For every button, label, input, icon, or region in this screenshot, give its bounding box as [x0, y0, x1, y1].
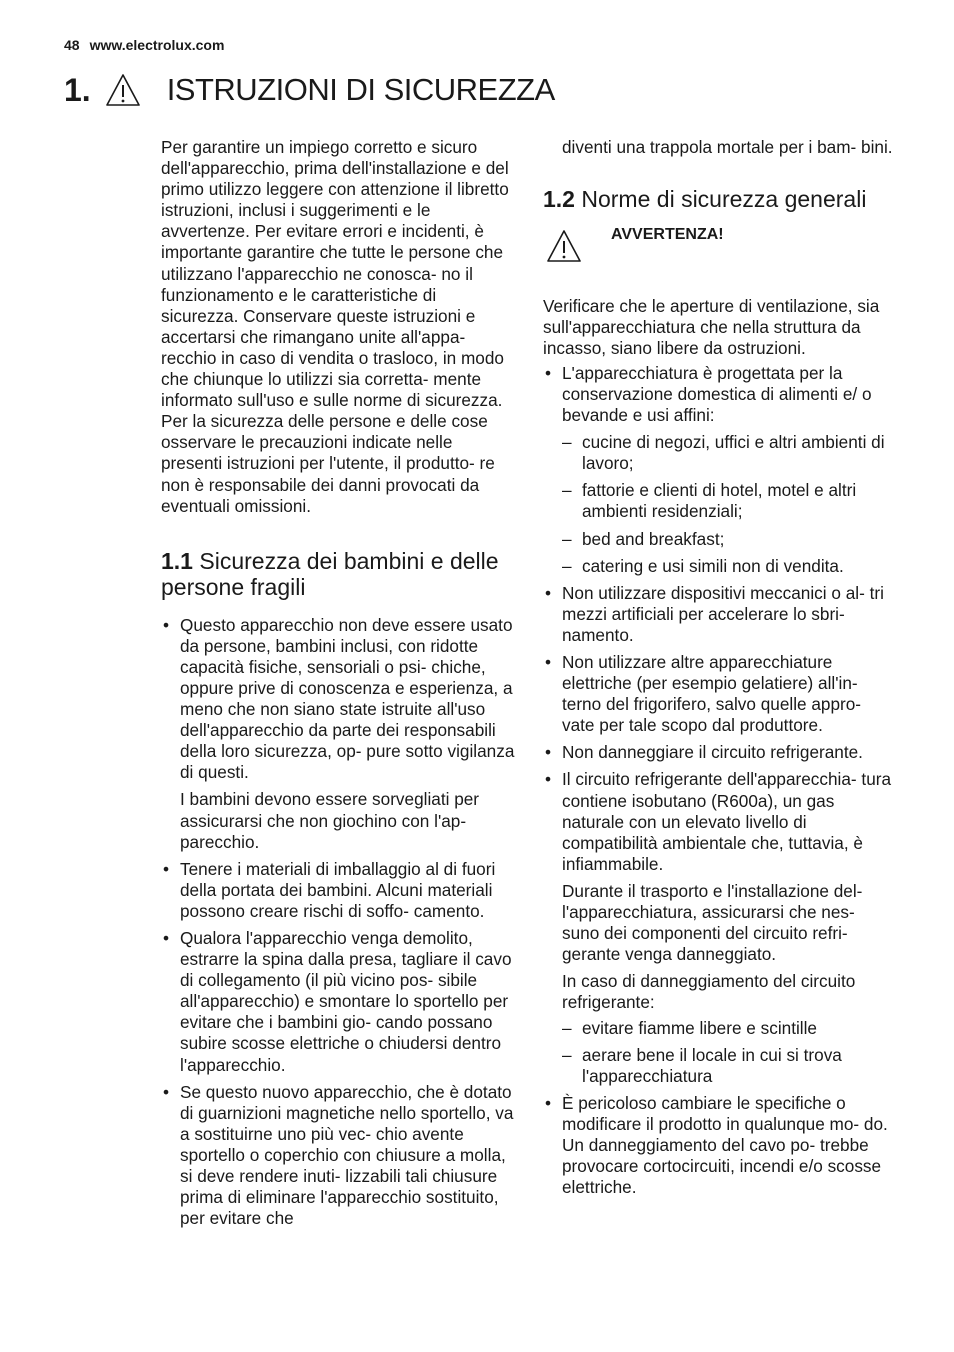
list-item [543, 1093, 895, 1198]
list-item-text: • È pericoloso cambiare le specifiche o modificare il prodotto in qualunque mo- do. Un danneggiamento del cavo po- trebbe provocare cortocircuiti, incendi e/o scosse elettriche. [562, 1092, 888, 1198]
list-item-text: • Tenere i materiali di imballaggio al di fuori della portata dei bambini. Alcuni materiali possono creare rischi di soffo- camento. [180, 858, 496, 921]
sub-list [562, 1018, 895, 1087]
list-item-text: • Non danneggiare il circuito refrigerante. [562, 742, 863, 763]
warning-box [543, 227, 895, 263]
sub-list-item: – cucine di negozi, uffici e altri ambienti di lavoro; [562, 432, 895, 474]
section-title: Norme di sicurezza generali [581, 186, 867, 213]
list-item [161, 615, 516, 853]
list-item-text: • Non utilizzare dispositivi meccanici o al- tri mezzi artificiali per accelerare lo sbri- namento. [562, 582, 884, 645]
list-item [161, 928, 516, 1076]
list-item [543, 363, 895, 577]
list-item [161, 1082, 516, 1230]
warning-label: AVVERTENZA! [611, 225, 724, 243]
warning-triangle-icon [546, 229, 582, 263]
sub-list-item: – catering e usi simili non di vendita. [562, 556, 895, 577]
section-1-2-heading [543, 186, 895, 213]
section-title: Sicurezza dei bambini e delle persone fragili [161, 547, 499, 601]
list-item-continuation: diventi una trappola mortale per i bam- bini. [562, 137, 893, 157]
section-number: 1.2 [543, 186, 575, 213]
intro-paragraph-1: Per garantire un impiego corretto e sicuro dell'apparecchio, prima dell'installazione e del primo utilizzo leggere con attenzione il libretto istruzioni, inclusi i suggerimenti e le avvertenze. Per evitare errori e incidenti, è importante garantire che tutte le persone che utilizzano l'apparecchio ne conosca- no il funzionamento e le caratteristiche di sicurezza. Conservare queste istruzioni e accertarsi che rimangano unite all'appa- recchio in caso di vendita o trasloco, in modo che chiunque lo utilizzi sia corretta- mente informato sull'uso e sulle norme di sicurezza. [161, 137, 509, 411]
right-column [543, 137, 895, 1204]
chapter-title [64, 66, 555, 114]
list-item-extra: In caso di danneggiamento del circuito refrigerante: [562, 971, 856, 1013]
left-column [161, 137, 516, 1235]
list-item [543, 652, 895, 736]
list-item-text: • Se questo nuovo apparecchio, che è dotato di guarnizioni magnetiche nello sportello, va a sostituirne uno più vec- chio avente sportello o coperchio con chiusure a molla, si deve rendere inuti- lizzabili tali chiusure prima di eliminare l'apparecchio sostituito, per evitare che [180, 1081, 514, 1229]
section-1-2-intro: Verificare che le aperture di ventilazione, sia sull'apparecchiatura che nella struttura da incasso, siano libere da ostruzioni. [543, 295, 880, 358]
list-item-text: • Il circuito refrigerante dell'apparecchia- tura contiene isobutano (R600a), un gas naturale con un elevato livello di compatibilità ambientale che, tuttavia, è infiammabile. [562, 769, 892, 874]
list-item [543, 583, 895, 646]
sub-list [562, 432, 895, 577]
warning-triangle-icon [105, 73, 141, 107]
sub-list-item: – fattorie e clienti di hotel, motel e altri ambienti residenziali; [562, 480, 895, 522]
sub-list-item: – evitare fiamme libere e scintille [562, 1018, 895, 1039]
page-header [64, 37, 224, 53]
list-item-extra: I bambini devono essere sorvegliati per assicurarsi che non giochino con l'ap- parecchio. [180, 789, 480, 852]
header-url: www.electrolux.com [89, 37, 225, 53]
list-item [543, 742, 895, 763]
list-item-text: • Qualora l'apparecchio venga demolito, estrarre la spina dalla presa, tagliare il cavo di collegamento (il più vicino pos- sibile all'apparecchio) e smontare lo sportello per evitare che i bambini gio- cando possano subire scosse elettriche o chiudersi dentro l'apparecchio. [180, 928, 512, 1075]
sub-list-item: – bed and breakfast; [562, 529, 895, 550]
section-1-1-heading [161, 548, 516, 601]
intro-paragraph-2: Per la sicurezza delle persone e delle cose osservare le precauzioni indicate nelle presenti istruzioni per l'utente, il produtto- re non è responsabile dei danni provocati da eventuali omissioni. [161, 411, 495, 516]
section-1-1-list [161, 615, 516, 1230]
list-item [161, 859, 516, 922]
list-item [543, 769, 895, 1086]
list-item-text: • Questo apparecchio non deve essere usato da persone, bambini inclusi, con ridotte capacità fisiche, sensoriali o psi- chiche, oppure prive di conoscenza e esperienza, a meno che non siano state istruite all'uso dell'apparecchio da parte dei responsabili della loro sicurezza, op- pure sotto vigilanza di questi. [180, 614, 515, 783]
chapter-heading: ISTRUZIONI DI SICUREZZA [166, 72, 555, 107]
chapter-number: 1. [64, 71, 91, 108]
sub-list-item: – aerare bene il locale in cui si trova l'apparecchiatura [562, 1045, 895, 1087]
list-item-extra: Durante il trasporto e l'installazione del- l'apparecchiatura, assicurarsi che nes- suno dei componenti del circuito refri- gerante venga danneggiato. [562, 880, 863, 965]
section-1-2-list [543, 363, 895, 1198]
section-number: 1.1 [161, 547, 193, 574]
page-number: 48 [64, 37, 80, 53]
list-item-text: • Non utilizzare altre apparecchiature elettriche (per esempio gelatiere) all'in- terno del frigorifero, salvo quelle appro- vate per tale scopo dal produttore. [562, 652, 862, 736]
list-item-text: • L'apparecchiatura è progettata per la conservazione domestica di alimenti e/ o bevande e usi affini: [562, 362, 872, 426]
